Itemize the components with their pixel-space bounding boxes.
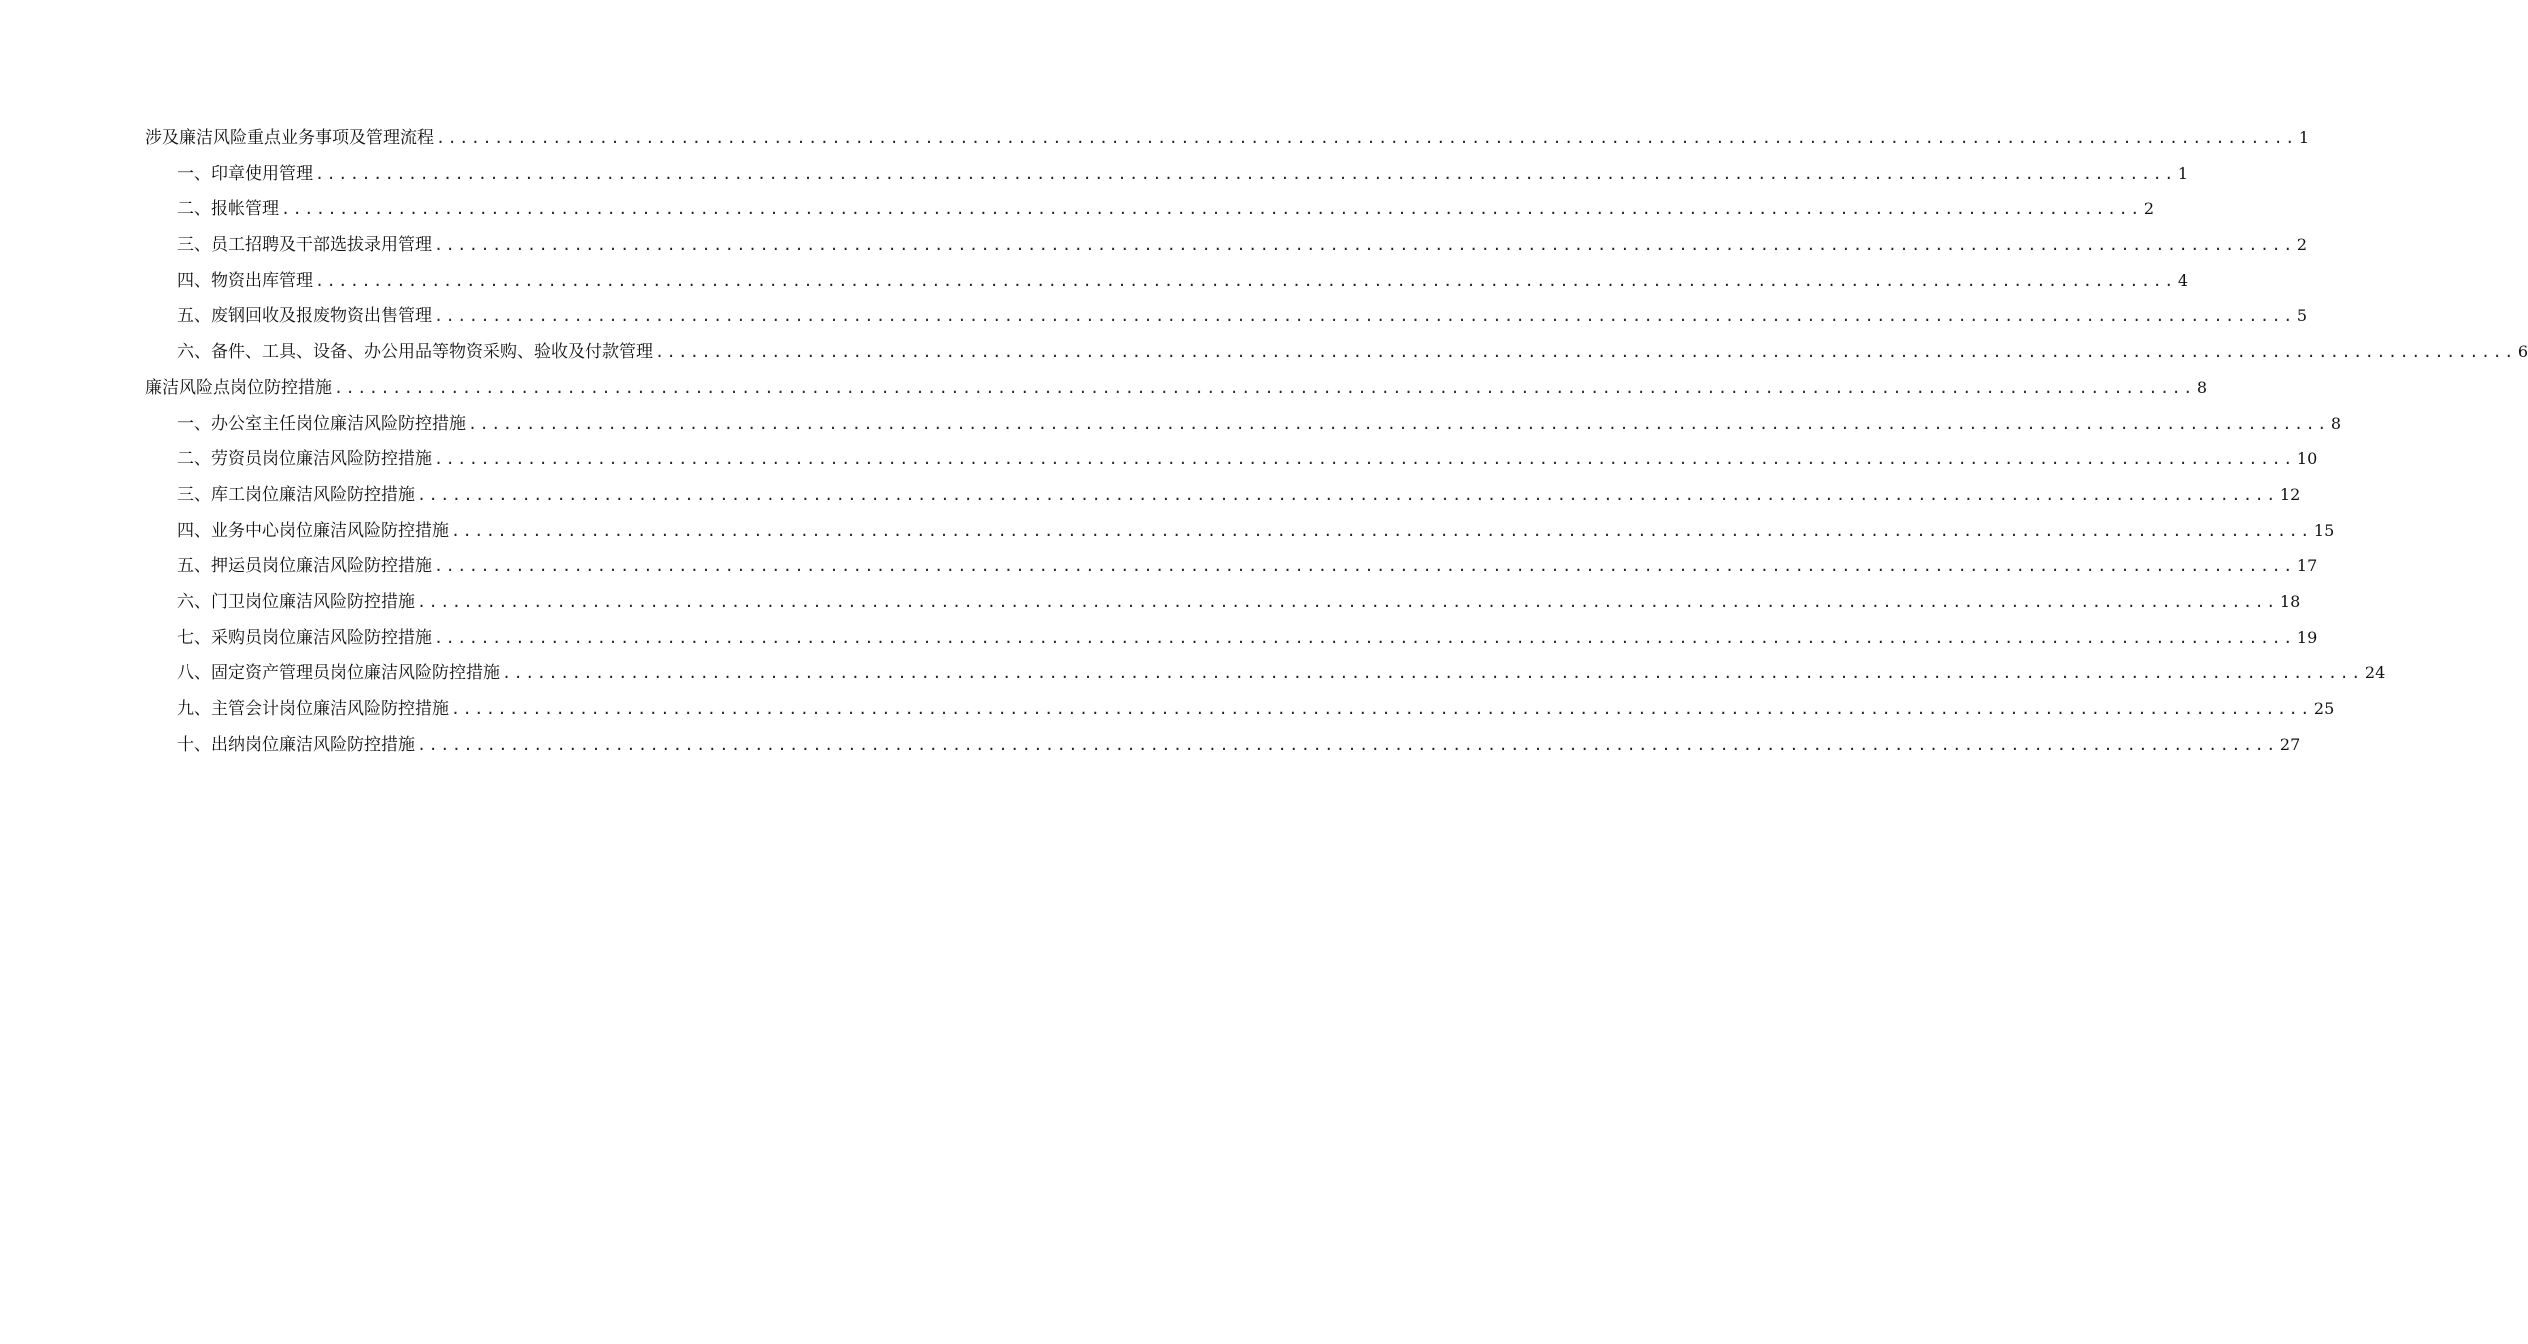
toc-entry-title: 五、废钢回收及报废物资出售管理 xyxy=(177,306,432,327)
toc-dot-leader: ................................................................................................................................................................ xyxy=(315,164,2176,183)
toc-entry-title: 三、库工岗位廉洁风险防控措施 xyxy=(177,484,415,505)
toc-dot-leader: ................................................................................................................................................................ xyxy=(451,700,2312,718)
toc-entry-title: 八、固定资产管理员岗位廉洁风险防控措施 xyxy=(177,663,500,684)
toc-entry-title: 涉及廉洁风险重点业务事项及管理流程 xyxy=(145,128,434,148)
toc-entry-title: 四、物资出库管理 xyxy=(177,270,313,291)
toc-entry[interactable] xyxy=(145,477,2301,513)
toc-dot-leader: ................................................................................................................................................................ xyxy=(434,307,2295,326)
toc-dot-leader: ................................................................................................................................................................ xyxy=(468,414,2329,433)
toc-entry[interactable] xyxy=(145,263,2189,299)
toc-page-number: 19 xyxy=(2296,627,2318,647)
toc-entry-title: 一、印章使用管理 xyxy=(177,163,313,184)
toc-page-number: 17 xyxy=(2296,556,2318,576)
toc-dot-leader: ................................................................................................................................................................ xyxy=(434,628,2295,647)
toc-entry-title: 四、业务中心岗位廉洁风险防控措施 xyxy=(177,520,449,541)
toc-entry-title: 七、采购员岗位廉洁风险防控措施 xyxy=(177,627,432,648)
toc-dot-leader: ................................................................................................................................................................ xyxy=(434,557,2295,576)
toc-page-number: 15 xyxy=(2313,520,2335,540)
toc-entry[interactable] xyxy=(145,513,2335,549)
toc-entry[interactable] xyxy=(145,620,2318,656)
toc-page-number: 2 xyxy=(2296,235,2308,255)
toc-entry[interactable] xyxy=(145,584,2301,620)
toc-dot-leader: ................................................................................................................................................................ xyxy=(434,236,2295,255)
toc-dot-leader: ................................................................................................................................................................ xyxy=(502,664,2363,683)
toc-page-number: 5 xyxy=(2296,306,2308,326)
toc-dot-leader: ................................................................................................................................................................ xyxy=(417,735,2278,754)
toc-page-number: 18 xyxy=(2279,591,2301,611)
toc-dot-leader: ................................................................................................................................................................ xyxy=(434,450,2295,469)
toc-entry[interactable] xyxy=(145,655,2386,691)
toc-dot-leader: ................................................................................................................................................................ xyxy=(334,378,2195,397)
toc-page-number: 25 xyxy=(2313,699,2335,718)
toc-entry[interactable] xyxy=(145,548,2318,584)
toc-page-number: 6 xyxy=(2517,342,2528,362)
toc-dot-leader: ................................................................................................................................................................ xyxy=(436,129,2297,147)
toc-entry-title: 九、主管会计岗位廉洁风险防控措施 xyxy=(177,699,449,719)
toc-dot-leader: ................................................................................................................................................................ xyxy=(315,271,2176,290)
toc-page-number: 27 xyxy=(2279,734,2301,754)
toc-page-number: 1 xyxy=(2298,128,2310,147)
toc-dot-leader: ................................................................................................................................................................ xyxy=(655,343,2516,362)
toc-entry-title: 三、员工招聘及干部选拔录用管理 xyxy=(177,235,432,256)
toc-entry[interactable] xyxy=(145,156,2189,192)
toc-entry[interactable] xyxy=(145,120,2310,156)
toc-entry-title: 一、办公室主任岗位廉洁风险防控措施 xyxy=(177,413,466,434)
toc-page-number: 2 xyxy=(2143,199,2155,219)
toc-dot-leader: ................................................................................................................................................................ xyxy=(451,521,2312,540)
toc-entry[interactable] xyxy=(145,191,2155,227)
toc-dot-leader: ................................................................................................................................................................ xyxy=(281,200,2142,219)
toc-entry-title: 十、出纳岗位廉洁风险防控措施 xyxy=(177,734,415,755)
toc-page-number: 8 xyxy=(2330,413,2342,433)
toc-entry[interactable] xyxy=(145,441,2318,477)
toc-page-number: 24 xyxy=(2364,663,2386,683)
toc-page-number: 12 xyxy=(2279,484,2301,504)
toc-entry[interactable] xyxy=(145,298,2308,334)
toc-page-number: 10 xyxy=(2296,449,2318,469)
toc-entry[interactable] xyxy=(145,406,2342,442)
toc-entry[interactable] xyxy=(145,227,2308,263)
toc-entry-title: 廉洁风险点岗位防控措施 xyxy=(145,377,332,398)
table-of-contents xyxy=(145,120,2528,762)
toc-entry[interactable] xyxy=(145,334,2528,370)
toc-page-number: 1 xyxy=(2177,163,2189,183)
toc-page-number: 4 xyxy=(2177,270,2189,290)
toc-entry-title: 六、备件、工具、设备、办公用品等物资采购、验收及付款管理 xyxy=(177,342,653,363)
toc-entry[interactable] xyxy=(145,727,2301,763)
toc-page-number: 8 xyxy=(2196,377,2208,397)
toc-entry[interactable] xyxy=(145,370,2208,406)
toc-entry-title: 二、报帐管理 xyxy=(177,199,279,220)
toc-entry-title: 五、押运员岗位廉洁风险防控措施 xyxy=(177,556,432,577)
toc-dot-leader: ................................................................................................................................................................ xyxy=(417,592,2278,611)
toc-entry-title: 二、劳资员岗位廉洁风险防控措施 xyxy=(177,449,432,470)
toc-dot-leader: ................................................................................................................................................................ xyxy=(417,485,2278,504)
toc-entry[interactable] xyxy=(145,691,2335,727)
toc-entry-title: 六、门卫岗位廉洁风险防控措施 xyxy=(177,591,415,612)
